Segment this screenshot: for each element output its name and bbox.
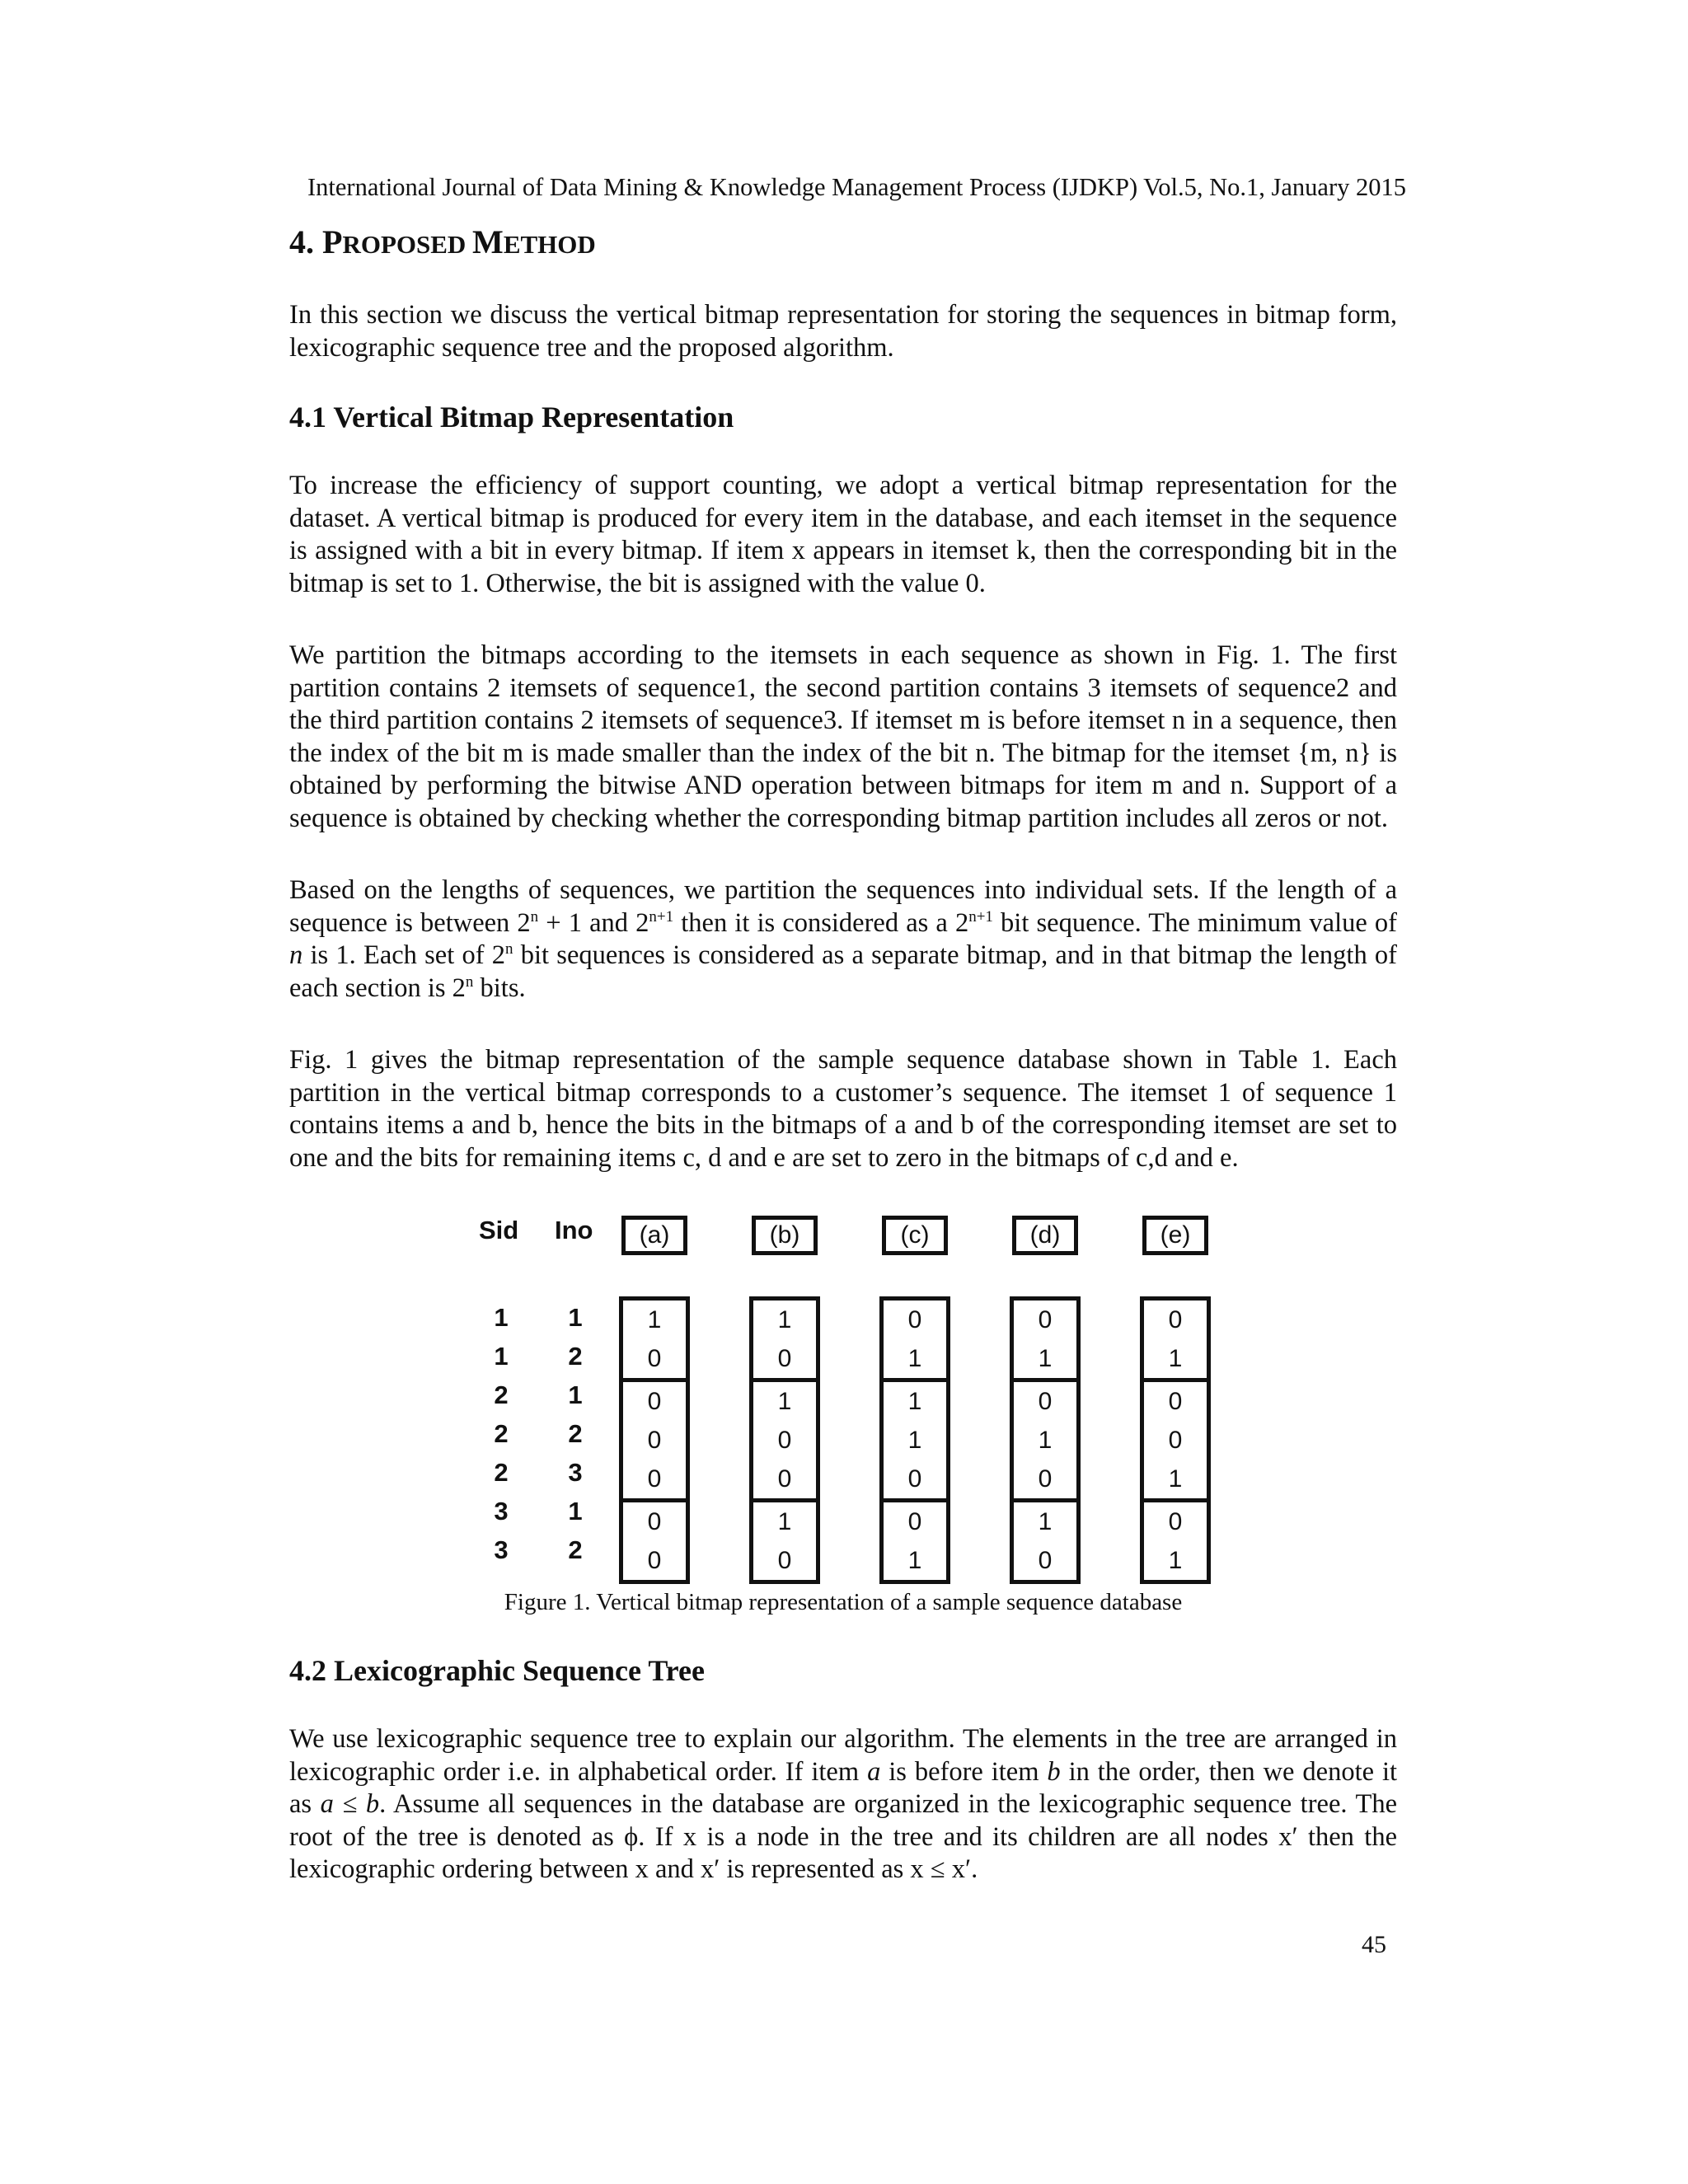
sid-value: 1 bbox=[494, 1303, 509, 1332]
bitmap-partition bbox=[1010, 1296, 1081, 1382]
bitmap-bit: 1 bbox=[907, 1546, 922, 1574]
subsection-heading-4-2: 4.2 Lexicographic Sequence Tree bbox=[289, 1654, 705, 1687]
bitmap-bit: 0 bbox=[1168, 1387, 1183, 1415]
bitmap-header: (c) bbox=[882, 1216, 948, 1255]
bitmap-bit: 0 bbox=[907, 1465, 922, 1493]
section-title-rest: ETHOD bbox=[503, 230, 596, 259]
bitmap-bit: 0 bbox=[1168, 1426, 1183, 1454]
section-heading bbox=[289, 221, 1397, 266]
sid-value: 2 bbox=[494, 1458, 509, 1487]
sid-value: 3 bbox=[494, 1497, 509, 1526]
bitmap-header: (d) bbox=[1012, 1216, 1078, 1255]
bitmap-column bbox=[619, 1296, 690, 1584]
sid-value: 2 bbox=[494, 1419, 509, 1448]
bitmap-partition bbox=[1140, 1296, 1211, 1382]
paragraph-figure-description: Fig. 1 gives the bitmap representation of the sample sequence database shown in Table 1. Each partition in the vertical bitmap corresponds to a customer’s sequence. The itemset 1 of sequence 1 contains items a and b, hence the bits in the bitmaps of a and b of the corresponding itemset are set to one and the bits for remaining items c, d and e are set to zero in the bitmaps of c,d and e. bbox=[289, 1045, 1397, 1173]
bitmap-bit: 0 bbox=[647, 1507, 662, 1535]
bitmap-partition bbox=[1010, 1378, 1081, 1502]
section-title-cap: P bbox=[322, 223, 343, 260]
bitmap-bit: 0 bbox=[647, 1387, 662, 1415]
bitmap-bit: 1 bbox=[1038, 1507, 1053, 1535]
ino-header: Ino bbox=[555, 1216, 593, 1244]
bitmap-partition bbox=[1140, 1498, 1211, 1584]
paragraph-partition: We partition the bitmaps according to the itemsets in each sequence as shown in Fig. 1. The first partition contains 2 itemsets of sequence1, the second partition contains 3 itemsets of sequence2 and the third partition contains 2 itemsets of sequence3. If itemset m is before itemset n in a sequence, then the index of the bit m is made smaller than the index of the bit n. The bitmap for the itemset {m, n} is obtained by performing the bitwise AND operation between bitmaps for item m and n. Support of a sequence is obtained by checking whether the corresponding bitmap partition includes all zeros or not. bbox=[289, 640, 1397, 833]
bitmap-bit: 1 bbox=[907, 1426, 922, 1454]
bitmap-bit: 0 bbox=[647, 1426, 662, 1454]
section-intro-paragraph: In this section we discuss the vertical bitmap representation for storing the sequences in bitmap form, lexicographic sequence tree and the proposed algorithm. bbox=[289, 300, 1397, 363]
bitmap-column bbox=[1140, 1296, 1211, 1584]
bitmap-bit: 0 bbox=[647, 1465, 662, 1493]
ino-value: 1 bbox=[568, 1497, 583, 1526]
bitmap-bit: 0 bbox=[777, 1344, 792, 1372]
bitmap-header: (a) bbox=[621, 1216, 687, 1255]
bitmap-partition bbox=[619, 1378, 690, 1502]
bitmap-bit: 1 bbox=[1168, 1344, 1183, 1372]
bitmap-bit: 0 bbox=[1038, 1465, 1053, 1493]
ino-value: 1 bbox=[568, 1303, 583, 1332]
bitmap-bit: 0 bbox=[647, 1546, 662, 1574]
bitmap-bit: 0 bbox=[777, 1546, 792, 1574]
bitmap-bit: 0 bbox=[1038, 1387, 1053, 1415]
bitmap-column bbox=[749, 1296, 820, 1584]
subsection-heading-4-1: 4.1 Vertical Bitmap Representation bbox=[289, 401, 734, 434]
page-number: 45 bbox=[1362, 1931, 1386, 1958]
bitmap-bit: 1 bbox=[907, 1344, 922, 1372]
bitmap-partition bbox=[749, 1378, 820, 1502]
bitmap-bit: 0 bbox=[1038, 1305, 1053, 1333]
bitmap-partition bbox=[1140, 1378, 1211, 1502]
sid-header: Sid bbox=[479, 1216, 519, 1244]
bitmap-bit: 1 bbox=[1168, 1465, 1183, 1493]
bitmap-column bbox=[879, 1296, 950, 1584]
bitmap-bit: 0 bbox=[1168, 1507, 1183, 1535]
bitmap-header: (b) bbox=[752, 1216, 818, 1255]
section-title-rest: ROPOSED bbox=[342, 230, 473, 259]
figure-vertical-bitmap bbox=[289, 1216, 1397, 1578]
bitmap-bit: 0 bbox=[647, 1344, 662, 1372]
bitmap-partition bbox=[1010, 1498, 1081, 1584]
bitmap-bit: 1 bbox=[1168, 1546, 1183, 1574]
bitmap-column bbox=[1010, 1296, 1081, 1584]
bitmap-partition bbox=[879, 1378, 950, 1502]
bitmap-partition bbox=[619, 1296, 690, 1382]
bitmap-bit: 1 bbox=[647, 1305, 662, 1333]
figure-caption: Figure 1. Vertical bitmap representation of a sample sequence database bbox=[504, 1589, 1183, 1615]
paragraph-bitmap-intro: To increase the efficiency of support counting, we adopt a vertical bitmap representation for the dataset. A vertical bitmap is produced for every item in the database, and each itemset in the sequence is assigned with a bit in every bitmap. If item x appears in itemset k, then the corresponding bit in the bitmap is set to 1. Otherwise, the bit is assigned with the value 0. bbox=[289, 471, 1397, 598]
section-number: 4. bbox=[289, 223, 322, 260]
sid-value: 3 bbox=[494, 1535, 509, 1564]
bitmap-partition bbox=[749, 1296, 820, 1382]
bitmap-partition bbox=[749, 1498, 820, 1584]
ino-value: 3 bbox=[568, 1458, 583, 1487]
ino-value: 2 bbox=[568, 1342, 583, 1371]
bitmap-bit: 0 bbox=[1168, 1305, 1183, 1333]
bitmap-bit: 1 bbox=[1038, 1426, 1053, 1454]
running-header: International Journal of Data Mining & Knowledge Management Process (IJDKP) Vol.5, No.1, January 2015 bbox=[307, 173, 1407, 201]
bitmap-bit: 0 bbox=[777, 1426, 792, 1454]
sid-value: 2 bbox=[494, 1380, 509, 1409]
bitmap-bit: 0 bbox=[1038, 1546, 1053, 1574]
paragraph-lengths: Based on the lengths of sequences, we partition the sequences into individual sets. If the length of a sequence is between $2^n + 1$ and $2^{n+1}$ then it is considered as a $2^{n+1}$ bit sequence. The minimum value of n is 1. Each set of 2$^n$ bit sequences is considered as a separate bitmap, and in that bitmap the length of each section is 2$^n$ bits. bbox=[289, 875, 1397, 1003]
bitmap-bit: 0 bbox=[907, 1507, 922, 1535]
bitmap-partition bbox=[619, 1498, 690, 1584]
sid-value: 1 bbox=[494, 1342, 509, 1371]
bitmap-header: (e) bbox=[1142, 1216, 1208, 1255]
bitmap-bit: 1 bbox=[777, 1305, 792, 1333]
content-column bbox=[289, 216, 1397, 1886]
bitmap-bit: 1 bbox=[777, 1507, 792, 1535]
ino-value: 2 bbox=[568, 1535, 583, 1564]
bitmap-partition bbox=[879, 1296, 950, 1382]
bitmap-bit: 1 bbox=[777, 1387, 792, 1415]
bitmap-bit: 1 bbox=[1038, 1344, 1053, 1372]
ino-value: 2 bbox=[568, 1419, 583, 1448]
section-title-cap: M bbox=[472, 223, 504, 260]
paragraph-lexicographic-tree: We use lexicographic sequence tree to explain our algorithm. The elements in the tree are arranged in lexicographic order i.e. in alphabetical order. If item a is before item b in the order, then we denote it as a ≤ b. Assume all sequences in the database are organized in the lexicographic sequence tree. The root of the tree is denoted as ϕ. If x is a node in the tree and its children are all nodes x′ then the lexicographic ordering between x and x′ is represented as x ≤ x′. bbox=[289, 1724, 1398, 1884]
bitmap-bit: 1 bbox=[907, 1387, 922, 1415]
ino-value: 1 bbox=[568, 1380, 583, 1409]
bitmap-bit: 0 bbox=[777, 1465, 792, 1493]
bitmap-bit: 0 bbox=[907, 1305, 922, 1333]
bitmap-partition bbox=[879, 1498, 950, 1584]
